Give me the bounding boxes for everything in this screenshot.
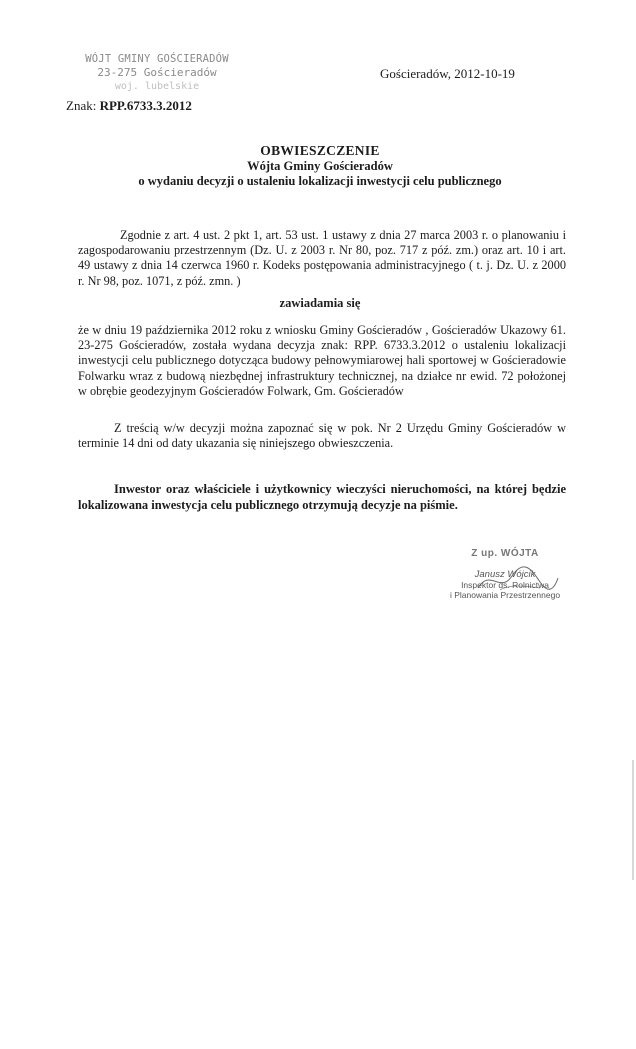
signature-block (440, 548, 570, 600)
document-title: OBWIESZCZENIE (260, 143, 380, 158)
delivery-paragraph: Inwestor oraz właściciele i użytkownicy wieczyści nieruchomości, na której będzie lokalizowana inwestycja celu publicznego otrzymują decyzje na piśmie. (78, 482, 566, 512)
stamp-line-address: 23-275 Gościeradów (97, 66, 217, 79)
inspection-paragraph: Z treścią w/w decyzji można zapoznać się w pok. Nr 2 Urzędu Gminy Gościeradów w terminie 14 dni od daty ukazania się niniejszego obwieszczenia. (78, 421, 566, 451)
reference-label: Znak: (66, 98, 97, 113)
notification-heading: zawiadamia się (279, 296, 361, 310)
signature-name: Janusz Wójcik (474, 569, 536, 580)
signature-department: i Planowania Przestrzennego (449, 590, 561, 600)
stamp-line-office: WÓJT GMINY GOŚCIERADÓW (85, 53, 229, 65)
reference-number (66, 98, 192, 114)
scan-edge-mark (632, 760, 634, 880)
decision-paragraph: że w dniu 19 października 2012 roku z wniosku Gminy Gościeradów , Gościeradów Ukazowy 61. 23-275 Gościeradów, została wydana decyzja znak: RPP. 6733.3.2012 o ustaleniu lokalizacji inwestycji celu publicznego dotycząca budowy pełnowymiarowej hali sportowej w Gościeradowie Folwarku wraz z budową niezbędnej infrastruktury technicznej, na działce nr ewid. 72 położonej w obrębie geodezyjnym Gościeradów Folwark, Gm. Gościeradów (78, 323, 566, 398)
signature-authorization: Z up. WÓJTA (471, 548, 539, 559)
document-subject: o wydaniu decyzji o ustaleniu lokalizacji inwestycji celu publicznego (138, 174, 502, 188)
document-issuer: Wójta Gminy Gościeradów (247, 159, 393, 173)
signature-position: Inspektor ds. Rolnictwa (461, 580, 549, 590)
document-heading (60, 143, 580, 189)
legal-basis-paragraph: Zgodnie z art. 4 ust. 2 pkt 1, art. 53 ust. 1 ustawy z dnia 27 marca 2003 r. o planowaniu i zagospodarowaniu przestrzennym (Dz. U. z 2003 r. Nr 80, poz. 717 z póź. zm.) oraz art. 10 i art. 49 ustawy z dnia 14 czerwca 1960 r. Kodeks postępowania administracyjnego ( t. j. Dz. U. z 2000 r. Nr 98, poz. 1071, z póź. zmn. ) (78, 228, 566, 288)
stamp-line-province: woj. lubelskie (114, 81, 200, 92)
office-stamp (72, 52, 242, 94)
reference-value: RPP.6733.3.2012 (99, 98, 192, 113)
place-and-date: Gościeradów, 2012-10-19 (380, 66, 515, 81)
